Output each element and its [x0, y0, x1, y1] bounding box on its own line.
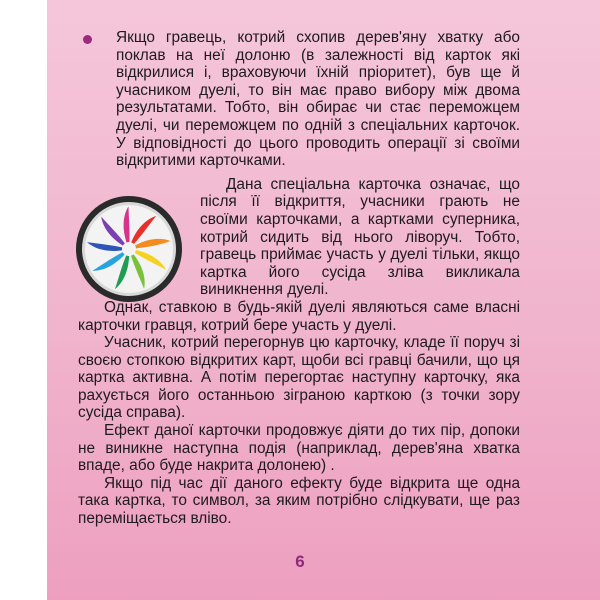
paragraph: Учасник, котрий перегорнув цю карточку, кладе її поруч зі своєю стопкою відкритих карт, щоби всі гравці бачили, що ця картка активна. А потім перегортає наступну карточку, яка рахується його останньою зіграною карткою (з точки зору сусіда справа).	[78, 334, 520, 422]
paragraph-card-description: Дана спеціальна карточка означає, що після її відкриття, учасники грають не своїми карточками, а картками суперника, котрий сидить від нього ліворуч. Тобто, гравець приймає участь у дуелі тільки, якщо картка його сусіда зліва викликала виникнення дуелі.	[200, 175, 520, 299]
paragraph: Якщо під час дії даного ефекту буде відкрита ще одна така картка, то символ, за яким потрібно слідкувати, ще раз переміщається вліво.	[78, 474, 520, 528]
paragraph: Однак, ставкою в будь-якій дуелі являються саме власні карточки гравця, котрий бере участь у дуелі.	[78, 298, 520, 334]
body-text	[78, 29, 520, 528]
paragraph-bullet: Якщо гравець, котрий схопив дерев'яну хватку або поклав на неї долоню (в залежності від карток які відкрилися і, враховуючи їхній пріоритет), був ще й учасником дуелі, то він має право вибору між двома результатами. Тобто, він обирає чи стає переможцем дуелі, чи переможцем по одній з спеціальних карточок. У відповідності до цього проводить операції зі своїми відкритими карточками.	[116, 29, 520, 170]
page-number: 6	[295, 552, 305, 571]
paragraph: Ефект даної карточки продовжує діяти до тих пір, допоки не виникне наступна подія (наприклад, дерев'яна хватка впаде, або буде накрита долонею) .	[78, 422, 520, 475]
